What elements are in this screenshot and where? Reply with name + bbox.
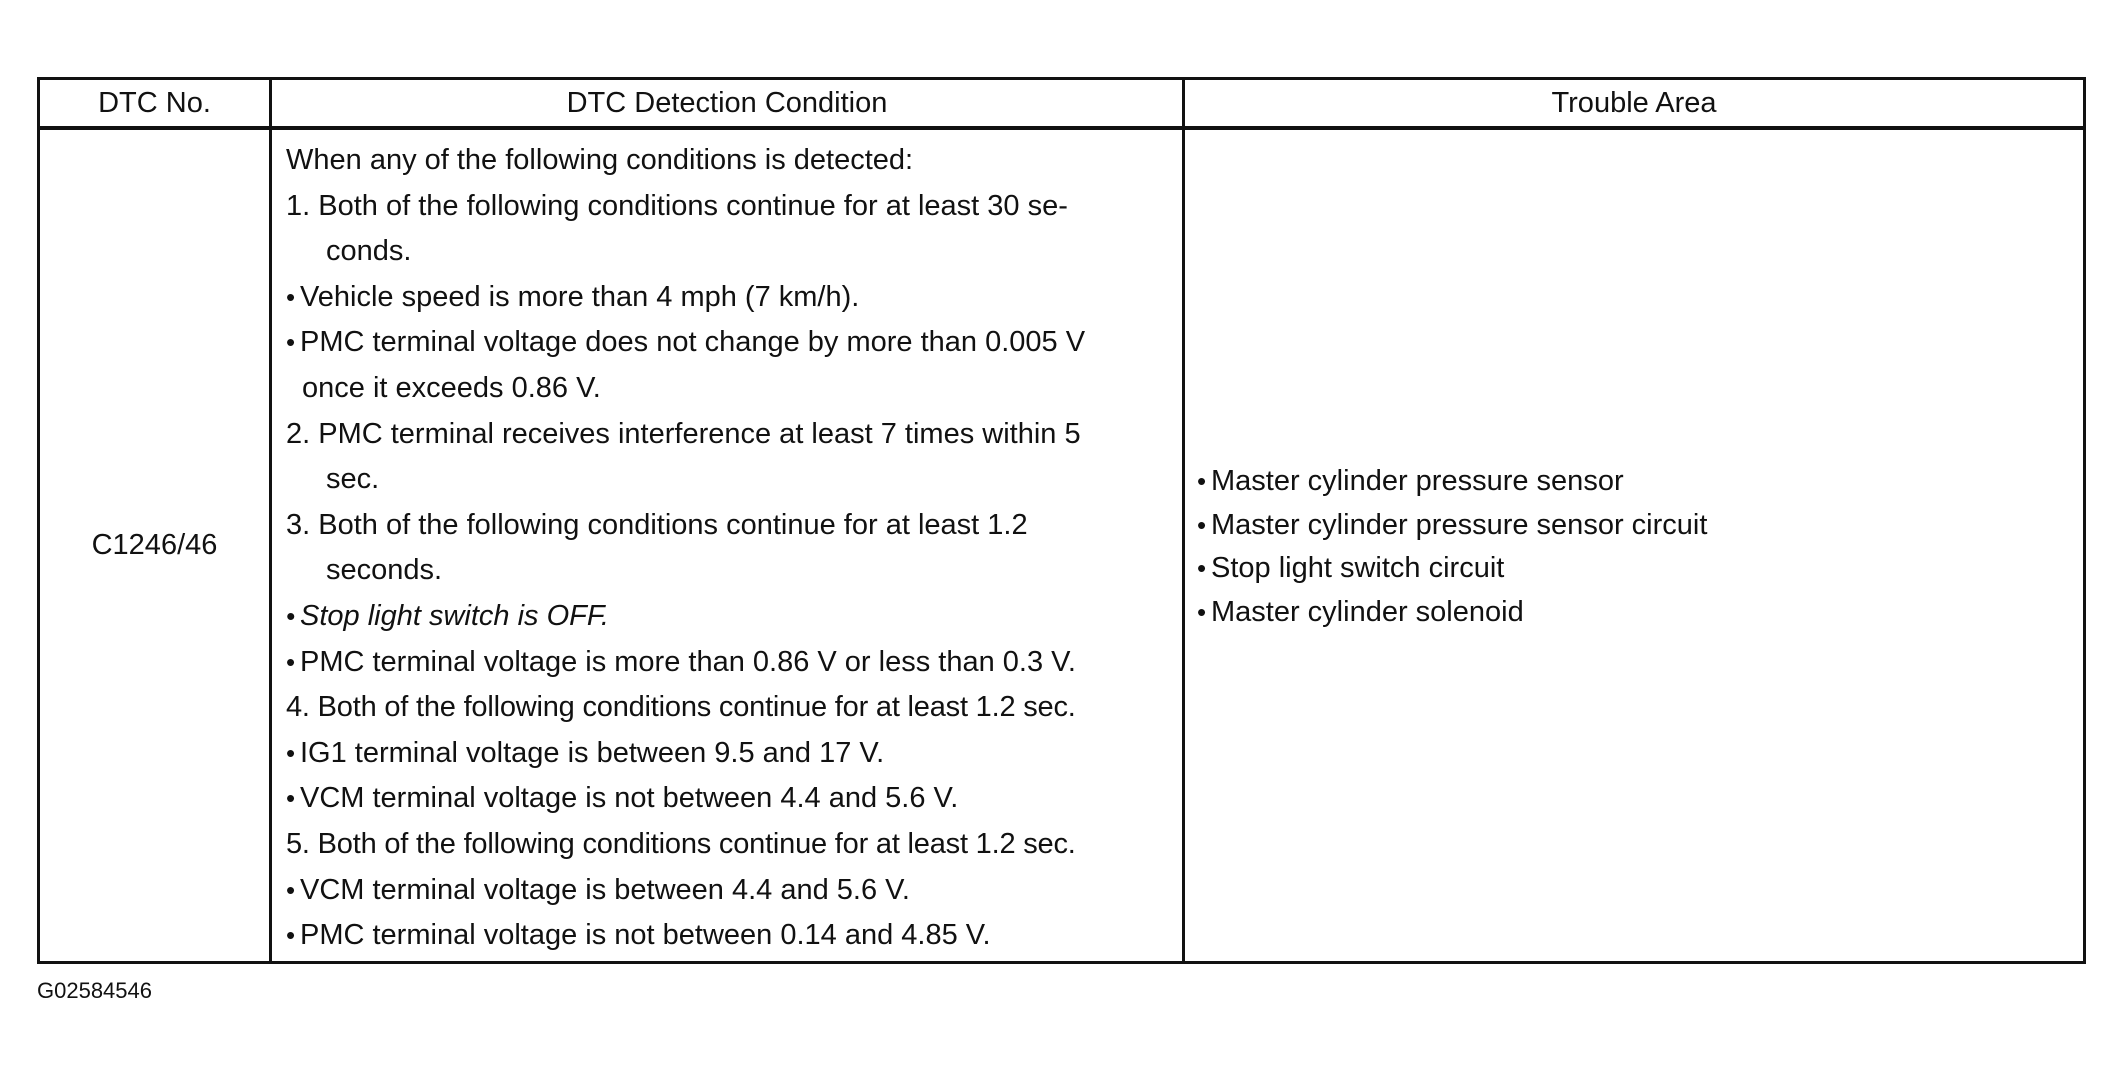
bullet-icon: • xyxy=(286,920,296,951)
condition-1-cont: conds. xyxy=(326,235,412,268)
header-trouble-area: Trouble Area xyxy=(1184,79,2085,129)
bullet-icon: • xyxy=(286,646,296,677)
condition-4-bullet-b: • VCM terminal voltage is not between 4.4 and 5.6 V. xyxy=(286,776,1172,822)
bullet-icon: • xyxy=(286,737,296,768)
condition-4-bullet-a: • IG1 terminal voltage is between 9.5 and 17 V. xyxy=(286,731,1172,777)
header-detection-condition: DTC Detection Condition xyxy=(271,79,1184,129)
condition-1: 1. Both of the following conditions continue for at least 30 se- xyxy=(286,189,1068,222)
header-dtc-no: DTC No. xyxy=(39,79,271,129)
dtc-code: C1246/46 xyxy=(39,128,271,962)
condition-1-bullet-b: • PMC terminal voltage does not change by more than 0.005 V xyxy=(286,320,1172,366)
bullet-icon: • xyxy=(1197,596,1207,627)
list-item: • Master cylinder pressure sensor circuit xyxy=(1197,504,2073,548)
condition-2: 2. PMC terminal receives interference at least 7 times within 5 xyxy=(286,417,1081,450)
bullet-icon: • xyxy=(286,783,296,814)
condition-3: 3. Both of the following conditions continue for at least 1.2 xyxy=(286,508,1028,541)
condition-2-cont: sec. xyxy=(326,463,380,496)
detection-condition-cell xyxy=(271,128,1184,962)
condition-5-bullet-a: • VCM terminal voltage is between 4.4 and 5.6 V. xyxy=(286,868,1172,914)
condition-3-bullet-b: • PMC terminal voltage is more than 0.86 V or less than 0.3 V. xyxy=(286,640,1172,686)
table-header-row xyxy=(39,79,2085,129)
list-item: • Stop light switch circuit xyxy=(1197,547,2073,591)
trouble-area-cell xyxy=(1184,128,2085,962)
condition-3-bullet-a: • Stop light switch is OFF. xyxy=(286,594,1172,640)
condition-5-bullet-b: • PMC terminal voltage is not between 0.14 and 4.85 V. xyxy=(286,913,1172,959)
condition-1-bullet-a: • Vehicle speed is more than 4 mph (7 km/h). xyxy=(286,275,1172,321)
bullet-icon: • xyxy=(286,281,296,312)
condition-intro: When any of the following conditions is detected: xyxy=(286,144,914,176)
bullet-icon: • xyxy=(1197,553,1207,583)
condition-5: 5. Both of the following conditions continue for at least 1.2 sec. xyxy=(286,827,1076,860)
figure-code: G02584546 xyxy=(37,978,152,1003)
condition-1-bullet-b-cont: once it exceeds 0.86 V. xyxy=(302,371,601,404)
bullet-icon: • xyxy=(286,327,296,358)
condition-4: 4. Both of the following conditions continue for at least 1.2 sec. xyxy=(286,691,1076,724)
trouble-area-list xyxy=(1197,460,2073,634)
list-item: • Master cylinder pressure sensor xyxy=(1197,460,2073,504)
dtc-table xyxy=(37,77,2086,964)
bullet-icon: • xyxy=(1197,509,1207,540)
bullet-icon: • xyxy=(286,874,296,905)
bullet-icon: • xyxy=(286,600,296,631)
condition-3-cont: seconds. xyxy=(326,554,443,587)
bullet-icon: • xyxy=(1197,466,1207,496)
list-item: • Master cylinder solenoid xyxy=(1197,591,2073,635)
table-row xyxy=(39,128,2085,962)
